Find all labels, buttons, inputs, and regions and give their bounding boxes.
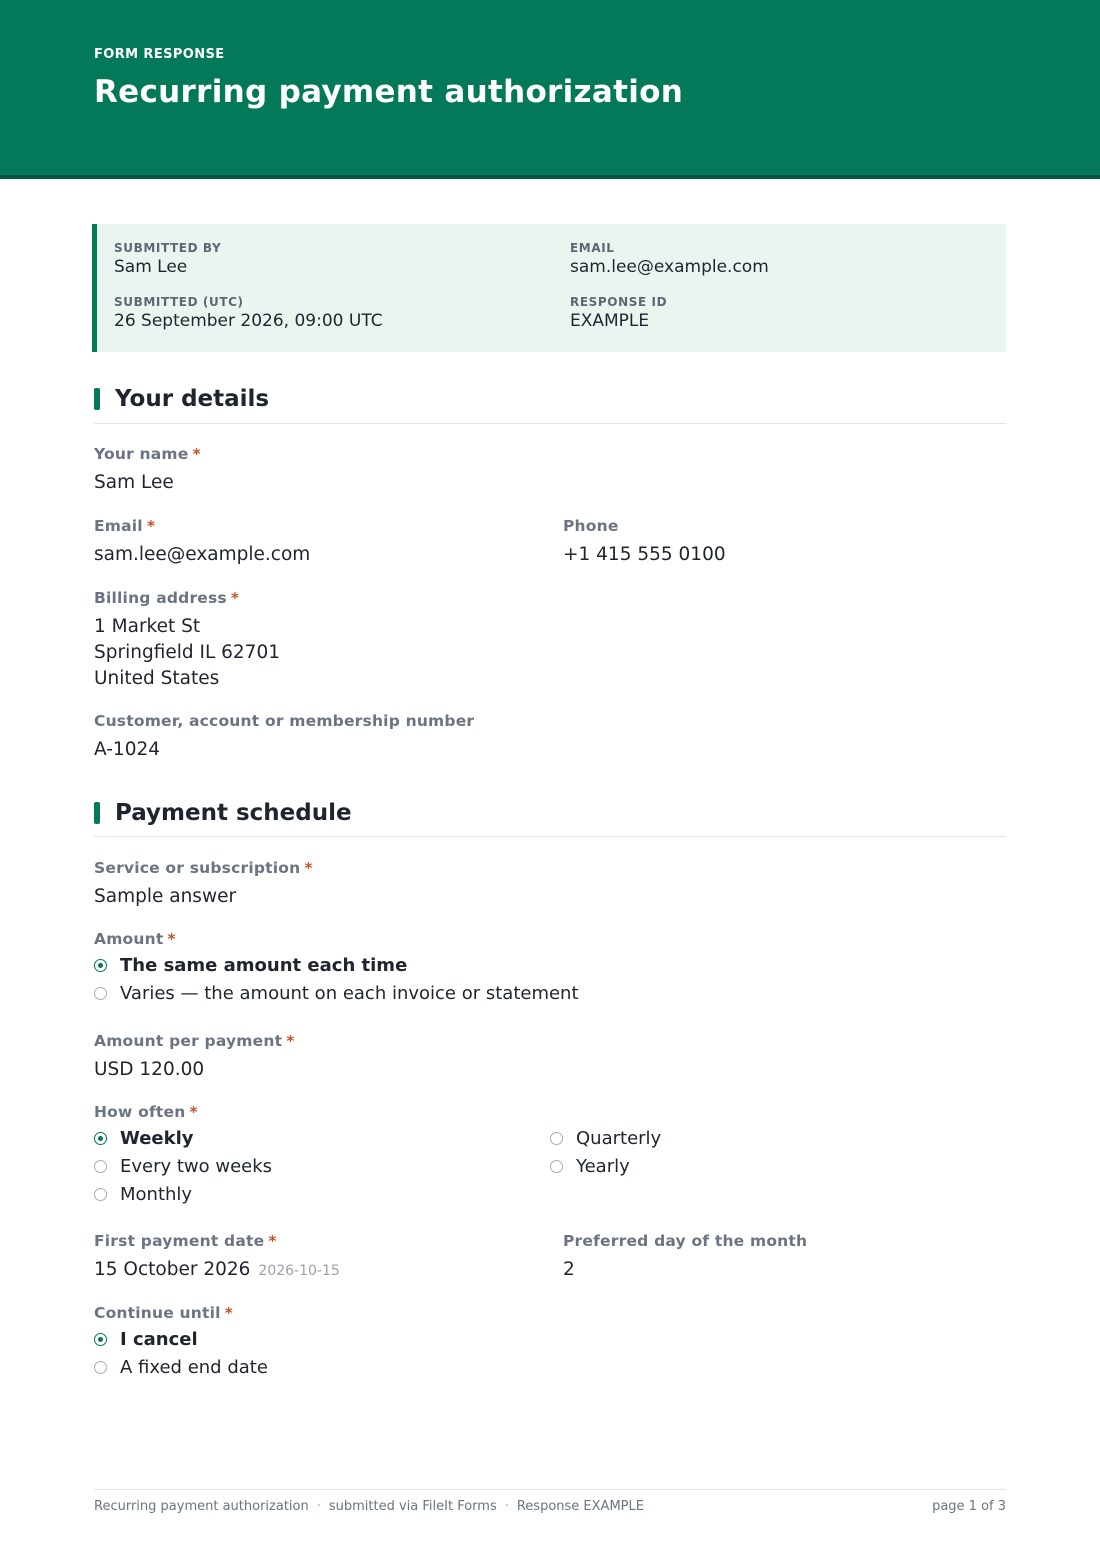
meta-value: Sam Lee (114, 257, 188, 277)
meta-value: sam.lee@example.com (570, 257, 769, 277)
field-label: Continue until * (94, 1304, 233, 1322)
radio-unselected-icon (550, 1132, 563, 1145)
required-marker: * (146, 517, 156, 535)
field-value: Sam Lee (94, 472, 174, 493)
field-your-name (94, 444, 201, 496)
footer-form-name: Recurring payment authorization (94, 1499, 309, 1514)
footer-separator: · (504, 1499, 509, 1514)
radio-unselected-icon (94, 1160, 107, 1173)
field-amount-per-payment (94, 1031, 295, 1083)
field-continue-until (94, 1303, 233, 1323)
section-your-details (94, 384, 1006, 424)
required-marker: * (192, 445, 201, 463)
meta-submitted-by (114, 241, 221, 278)
option-label: I cancel (120, 1329, 198, 1350)
field-value: USD 120.00 (94, 1059, 205, 1080)
meta-label: SUBMITTED (UTC) (114, 295, 244, 309)
required-marker: * (230, 589, 240, 607)
field-label: Amount per payment * (94, 1032, 295, 1050)
page-title: Recurring payment authorization (94, 74, 684, 110)
date-iso: 2026-10-15 (258, 1263, 340, 1279)
header-eyebrow: FORM RESPONSE (94, 47, 225, 62)
field-preferred-day (563, 1231, 807, 1283)
field-label: Amount * (94, 930, 176, 948)
footer-response: Response EXAMPLE (516, 1499, 644, 1514)
section-accent-bar (94, 388, 100, 410)
field-billing-address (94, 588, 280, 692)
section-title: Payment schedule (115, 800, 352, 826)
required-marker: * (268, 1232, 277, 1250)
field-service (94, 858, 313, 910)
field-email (94, 516, 310, 568)
field-value (94, 614, 280, 692)
field-label: Preferred day of the month (563, 1232, 808, 1250)
meta-label: SUBMITTED BY (114, 241, 222, 255)
field-value: Sample answer (94, 886, 237, 907)
meta-label: EMAIL (570, 241, 615, 255)
field-label: Phone (563, 517, 619, 535)
footer-info (94, 1499, 644, 1514)
field-first-payment-date (94, 1231, 340, 1284)
option-label: Every two weeks (120, 1156, 273, 1177)
field-value: +1 415 555 0100 (563, 544, 726, 565)
field-label: Email * (94, 517, 156, 535)
radio-unselected-icon (94, 1361, 107, 1374)
field-amount (94, 929, 176, 949)
footer-separator: · (316, 1499, 321, 1514)
meta-label: RESPONSE ID (570, 295, 668, 309)
field-value (94, 1257, 340, 1284)
meta-value: EXAMPLE (570, 311, 650, 331)
required-marker: * (224, 1304, 233, 1322)
section-accent-bar (94, 802, 100, 824)
option-label: The same amount each time (120, 955, 408, 976)
option-label: Yearly (576, 1156, 630, 1177)
section-title: Your details (115, 386, 270, 412)
section-payment-schedule (94, 798, 1006, 837)
required-marker: * (189, 1103, 198, 1121)
address-line: Springfield IL 62701 (94, 642, 280, 663)
meta-email (570, 241, 769, 278)
option-label: Varies — the amount on each invoice or statement (120, 983, 579, 1004)
field-label: Your name * (94, 445, 201, 463)
field-label: Service or subscription * (94, 859, 313, 877)
field-how-often (94, 1102, 198, 1122)
field-value: sam.lee@example.com (94, 544, 311, 565)
footer-submitted-via: submitted via FileIt Forms (328, 1499, 497, 1514)
field-label: First payment date * (94, 1232, 277, 1250)
meta-value: 26 September 2026, 09:00 UTC (114, 311, 383, 331)
field-label: Customer, account or membership number (94, 712, 475, 730)
radio-selected-icon (94, 1132, 107, 1145)
page-number: page 1 of 3 (932, 1499, 1006, 1514)
address-line: United States (94, 668, 220, 689)
field-phone (563, 516, 726, 568)
address-line: 1 Market St (94, 616, 201, 637)
field-label: How often * (94, 1103, 198, 1121)
page-footer (94, 1489, 1006, 1524)
radio-unselected-icon (94, 987, 107, 1000)
field-value: 2 (563, 1259, 575, 1280)
radio-unselected-icon (550, 1160, 563, 1173)
date-display: 15 October 2026 (94, 1259, 251, 1280)
field-value: A-1024 (94, 739, 161, 760)
page-header (0, 0, 1100, 179)
option-label: Monthly (120, 1184, 193, 1205)
submission-meta (92, 224, 1006, 352)
radio-unselected-icon (94, 1188, 107, 1201)
radio-selected-icon (94, 959, 107, 972)
field-label: Billing address * (94, 589, 240, 607)
option-label: Quarterly (576, 1128, 662, 1149)
required-marker: * (167, 930, 176, 948)
field-account-number (94, 711, 474, 763)
radio-selected-icon (94, 1333, 107, 1346)
required-marker: * (286, 1032, 295, 1050)
option-label: Weekly (120, 1128, 194, 1149)
meta-submitted-utc (114, 295, 383, 332)
required-marker: * (304, 859, 313, 877)
option-label: A fixed end date (120, 1357, 268, 1378)
meta-response-id (570, 295, 667, 332)
